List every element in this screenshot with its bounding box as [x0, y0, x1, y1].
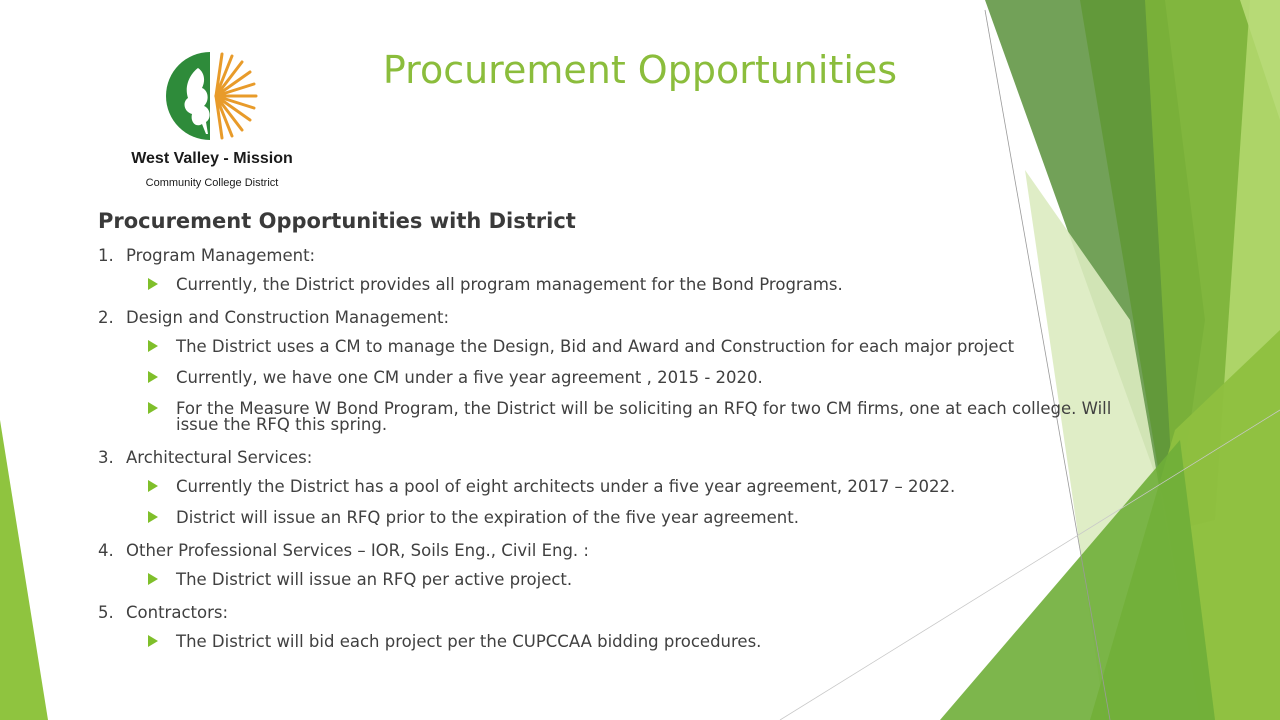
bullet-arrow-icon — [148, 480, 158, 492]
bullet-arrow-icon — [148, 511, 158, 523]
facet-left — [0, 420, 48, 720]
bullet-arrow-icon — [148, 278, 158, 290]
bullet-arrow-icon — [148, 635, 158, 647]
logo-name: West Valley - Mission — [131, 150, 293, 167]
bullet-text: Currently the District has a pool of eight architects under a five year agreement, 2017 – 2022. — [176, 477, 956, 496]
bullet-text: Currently, the District provides all program management for the Bond Programs. — [176, 275, 843, 294]
bullet-item — [98, 510, 1158, 526]
bullet-arrow-icon — [148, 573, 158, 585]
slide-title: Procurement Opportunities — [382, 48, 898, 92]
item-number: 2. — [98, 308, 114, 327]
bullet-text: The District will issue an RFQ per active project. — [176, 570, 573, 589]
bullet-item — [98, 572, 1158, 588]
item-number: 5. — [98, 603, 114, 622]
bullet-item — [98, 479, 1158, 495]
bullet-arrow-icon — [148, 402, 158, 414]
bullet-item — [98, 634, 1158, 650]
bullet-text: Currently, we have one CM under a five year agreement , 2015 - 2020. — [176, 368, 763, 387]
bullet-item — [98, 401, 1158, 433]
slide-content — [98, 206, 1158, 665]
logo-subtitle: Community College District — [145, 177, 279, 189]
list-item — [98, 246, 1158, 266]
bullet-item — [98, 277, 1158, 293]
item-label: Architectural Services: — [126, 448, 313, 467]
bullet-item — [98, 370, 1158, 386]
item-number: 3. — [98, 448, 114, 467]
item-label: Design and Construction Management: — [126, 308, 450, 327]
list-item — [98, 308, 1158, 328]
bullet-arrow-icon — [148, 340, 158, 352]
oak-leaf-sun-icon — [162, 50, 262, 142]
bullet-text: The District will bid each project per the CUPCCAA bidding procedures. — [176, 632, 762, 651]
bullet-text: For the Measure W Bond Program, the District will be soliciting an RFQ for two CM firms, one at each college. Will issue the RFQ this spring. — [176, 399, 1112, 434]
bullet-arrow-icon — [148, 371, 158, 383]
district-logo — [112, 50, 312, 195]
item-number: 1. — [98, 246, 114, 265]
bullet-item — [98, 339, 1158, 355]
item-label: Contractors: — [126, 603, 229, 622]
item-label: Program Management: — [126, 246, 316, 265]
list-item — [98, 541, 1158, 561]
list-item — [98, 603, 1158, 623]
bullet-text: The District uses a CM to manage the Design, Bid and Award and Construction for each major project — [176, 337, 1015, 356]
list-item — [98, 448, 1158, 468]
bullet-text: District will issue an RFQ prior to the expiration of the five year agreement. — [176, 508, 799, 527]
content-heading: Procurement Opportunities with District — [98, 209, 576, 233]
item-label: Other Professional Services – IOR, Soils Eng., Civil Eng. : — [126, 541, 589, 560]
item-number: 4. — [98, 541, 114, 560]
